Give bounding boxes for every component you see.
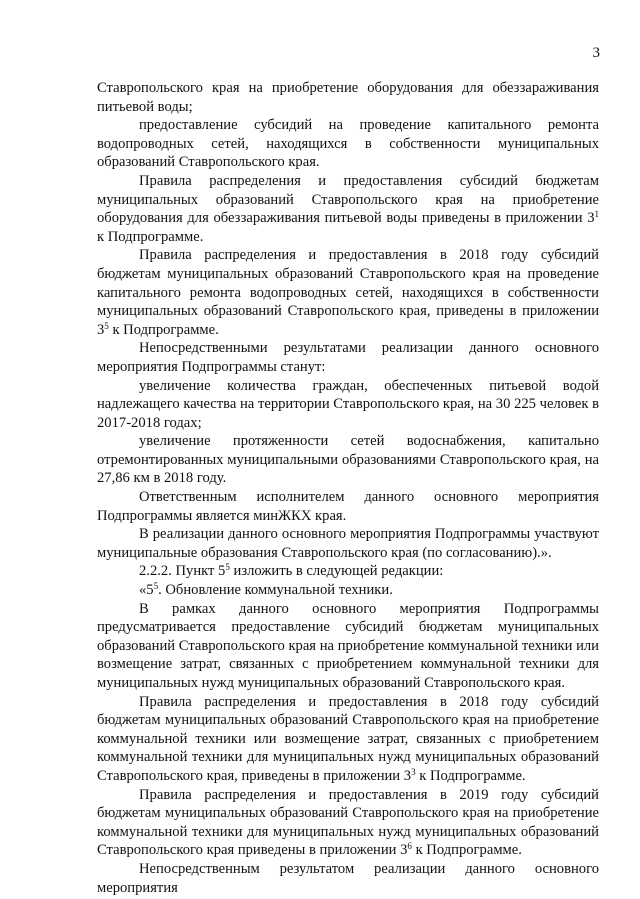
paragraph-text: Непосредственными результатами реализации данного основного мероприятия Подпрограммы станут: bbox=[97, 340, 599, 375]
paragraph-text: Правила распределения и предоставления в 2018 году субсидий бюджетам муниципальных образований Ставропольского края на приобретение коммунальной техники или возмещение затрат, связанных с приобретением коммунальной техники для муниципальных нужд муниципальных образований Ставропольского края, приведены в приложении 3 bbox=[97, 693, 599, 784]
superscript: 5 bbox=[225, 562, 230, 573]
paragraph-text: увеличение протяженности сетей водоснабжения, капитально отремонтированных муниципальными образованиями Ставропольского края, на 27,86 км в 2018 году. bbox=[97, 433, 599, 487]
paragraph-text: изложить в следующей редакции: bbox=[229, 563, 444, 580]
paragraph bbox=[97, 860, 599, 897]
paragraph-text: Правила распределения и предоставления в 2018 году субсидий бюджетам муниципальных образований Ставропольского края на проведение капитального ремонта водопроводных сетей, находящихся в собственности муниципальных образований Ставропольского края, приведены в приложении 3 bbox=[97, 247, 599, 338]
paragraph-text: к Подпрограмме. bbox=[108, 321, 219, 338]
page-number: 3 bbox=[592, 45, 600, 61]
paragraph bbox=[97, 693, 599, 786]
paragraph-text: . Обновление коммунальной техники. bbox=[158, 582, 393, 599]
paragraph bbox=[97, 339, 599, 376]
paragraph-text: Ответственным исполнителем данного основного мероприятия Подпрограммы является минЖКХ края. bbox=[97, 489, 599, 524]
superscript: 6 bbox=[407, 841, 412, 852]
paragraph-text: В рамках данного основного мероприятия Подпрограммы предусматривается предоставление субсидий бюджетам муниципальных образований Ставропольского края на приобретение коммунальной техники или возмещение затрат, связанных с приобретением коммунальной техники для муниципальных нужд муниципальных образований Ставропольского края. bbox=[97, 600, 599, 691]
paragraph bbox=[97, 600, 599, 693]
paragraph-text: 2.2.2. Пункт 5 bbox=[139, 563, 226, 580]
paragraph bbox=[97, 377, 599, 433]
paragraph-text: Непосредственным результатом реализации данного основного мероприятия bbox=[97, 860, 599, 896]
paragraph bbox=[97, 562, 599, 581]
paragraph bbox=[97, 786, 599, 860]
paragraph-text: Правила распределения и предоставления в 2019 году субсидий бюджетам муниципальных образований Ставропольского края на приобретение коммунальной техники для муниципальных нужд муниципальных образований Ставропольского края приведены в приложении 3 bbox=[97, 786, 599, 859]
paragraph-text: увеличение количества граждан, обеспеченных питьевой водой надлежащего качества на территории Ставропольского края, на 30 225 человек в 2017-2018 годах; bbox=[97, 377, 599, 431]
paragraph-text: к Подпрограмме. bbox=[411, 842, 522, 859]
paragraph-text: Ставропольского края на приобретение оборудования для обеззараживания питьевой воды; bbox=[97, 80, 599, 115]
paragraph-text: к Подпрограмме. bbox=[97, 228, 204, 245]
paragraph bbox=[97, 79, 599, 116]
paragraph-text: В реализации данного основного мероприятия Подпрограммы участвуют муниципальные образования Ставропольского края (по согласованию).». bbox=[97, 526, 599, 561]
paragraph bbox=[97, 581, 599, 600]
paragraph bbox=[97, 525, 599, 562]
paragraph-text: «5 bbox=[139, 582, 154, 599]
paragraph bbox=[97, 432, 599, 488]
superscript: 3 bbox=[411, 766, 416, 777]
superscript: 5 bbox=[104, 320, 109, 331]
paragraph bbox=[97, 488, 599, 525]
paragraph bbox=[97, 172, 599, 246]
body-text bbox=[97, 79, 599, 897]
paragraph-text: к Подпрограмме. bbox=[415, 767, 526, 784]
superscript: 5 bbox=[153, 581, 159, 592]
paragraph bbox=[97, 246, 599, 339]
superscript: 1 bbox=[594, 209, 599, 220]
paragraph-text: предоставление субсидий на проведение капитального ремонта водопроводных сетей, находящихся в собственности муниципальных образований Ставропольского края. bbox=[97, 117, 599, 171]
paragraph-text: Правила распределения и предоставления субсидий бюджетам муниципальных образований Ставропольского края на приобретение оборудования для обеззараживания питьевой воды приведены в приложении 3 bbox=[97, 172, 599, 227]
paragraph bbox=[97, 116, 599, 172]
